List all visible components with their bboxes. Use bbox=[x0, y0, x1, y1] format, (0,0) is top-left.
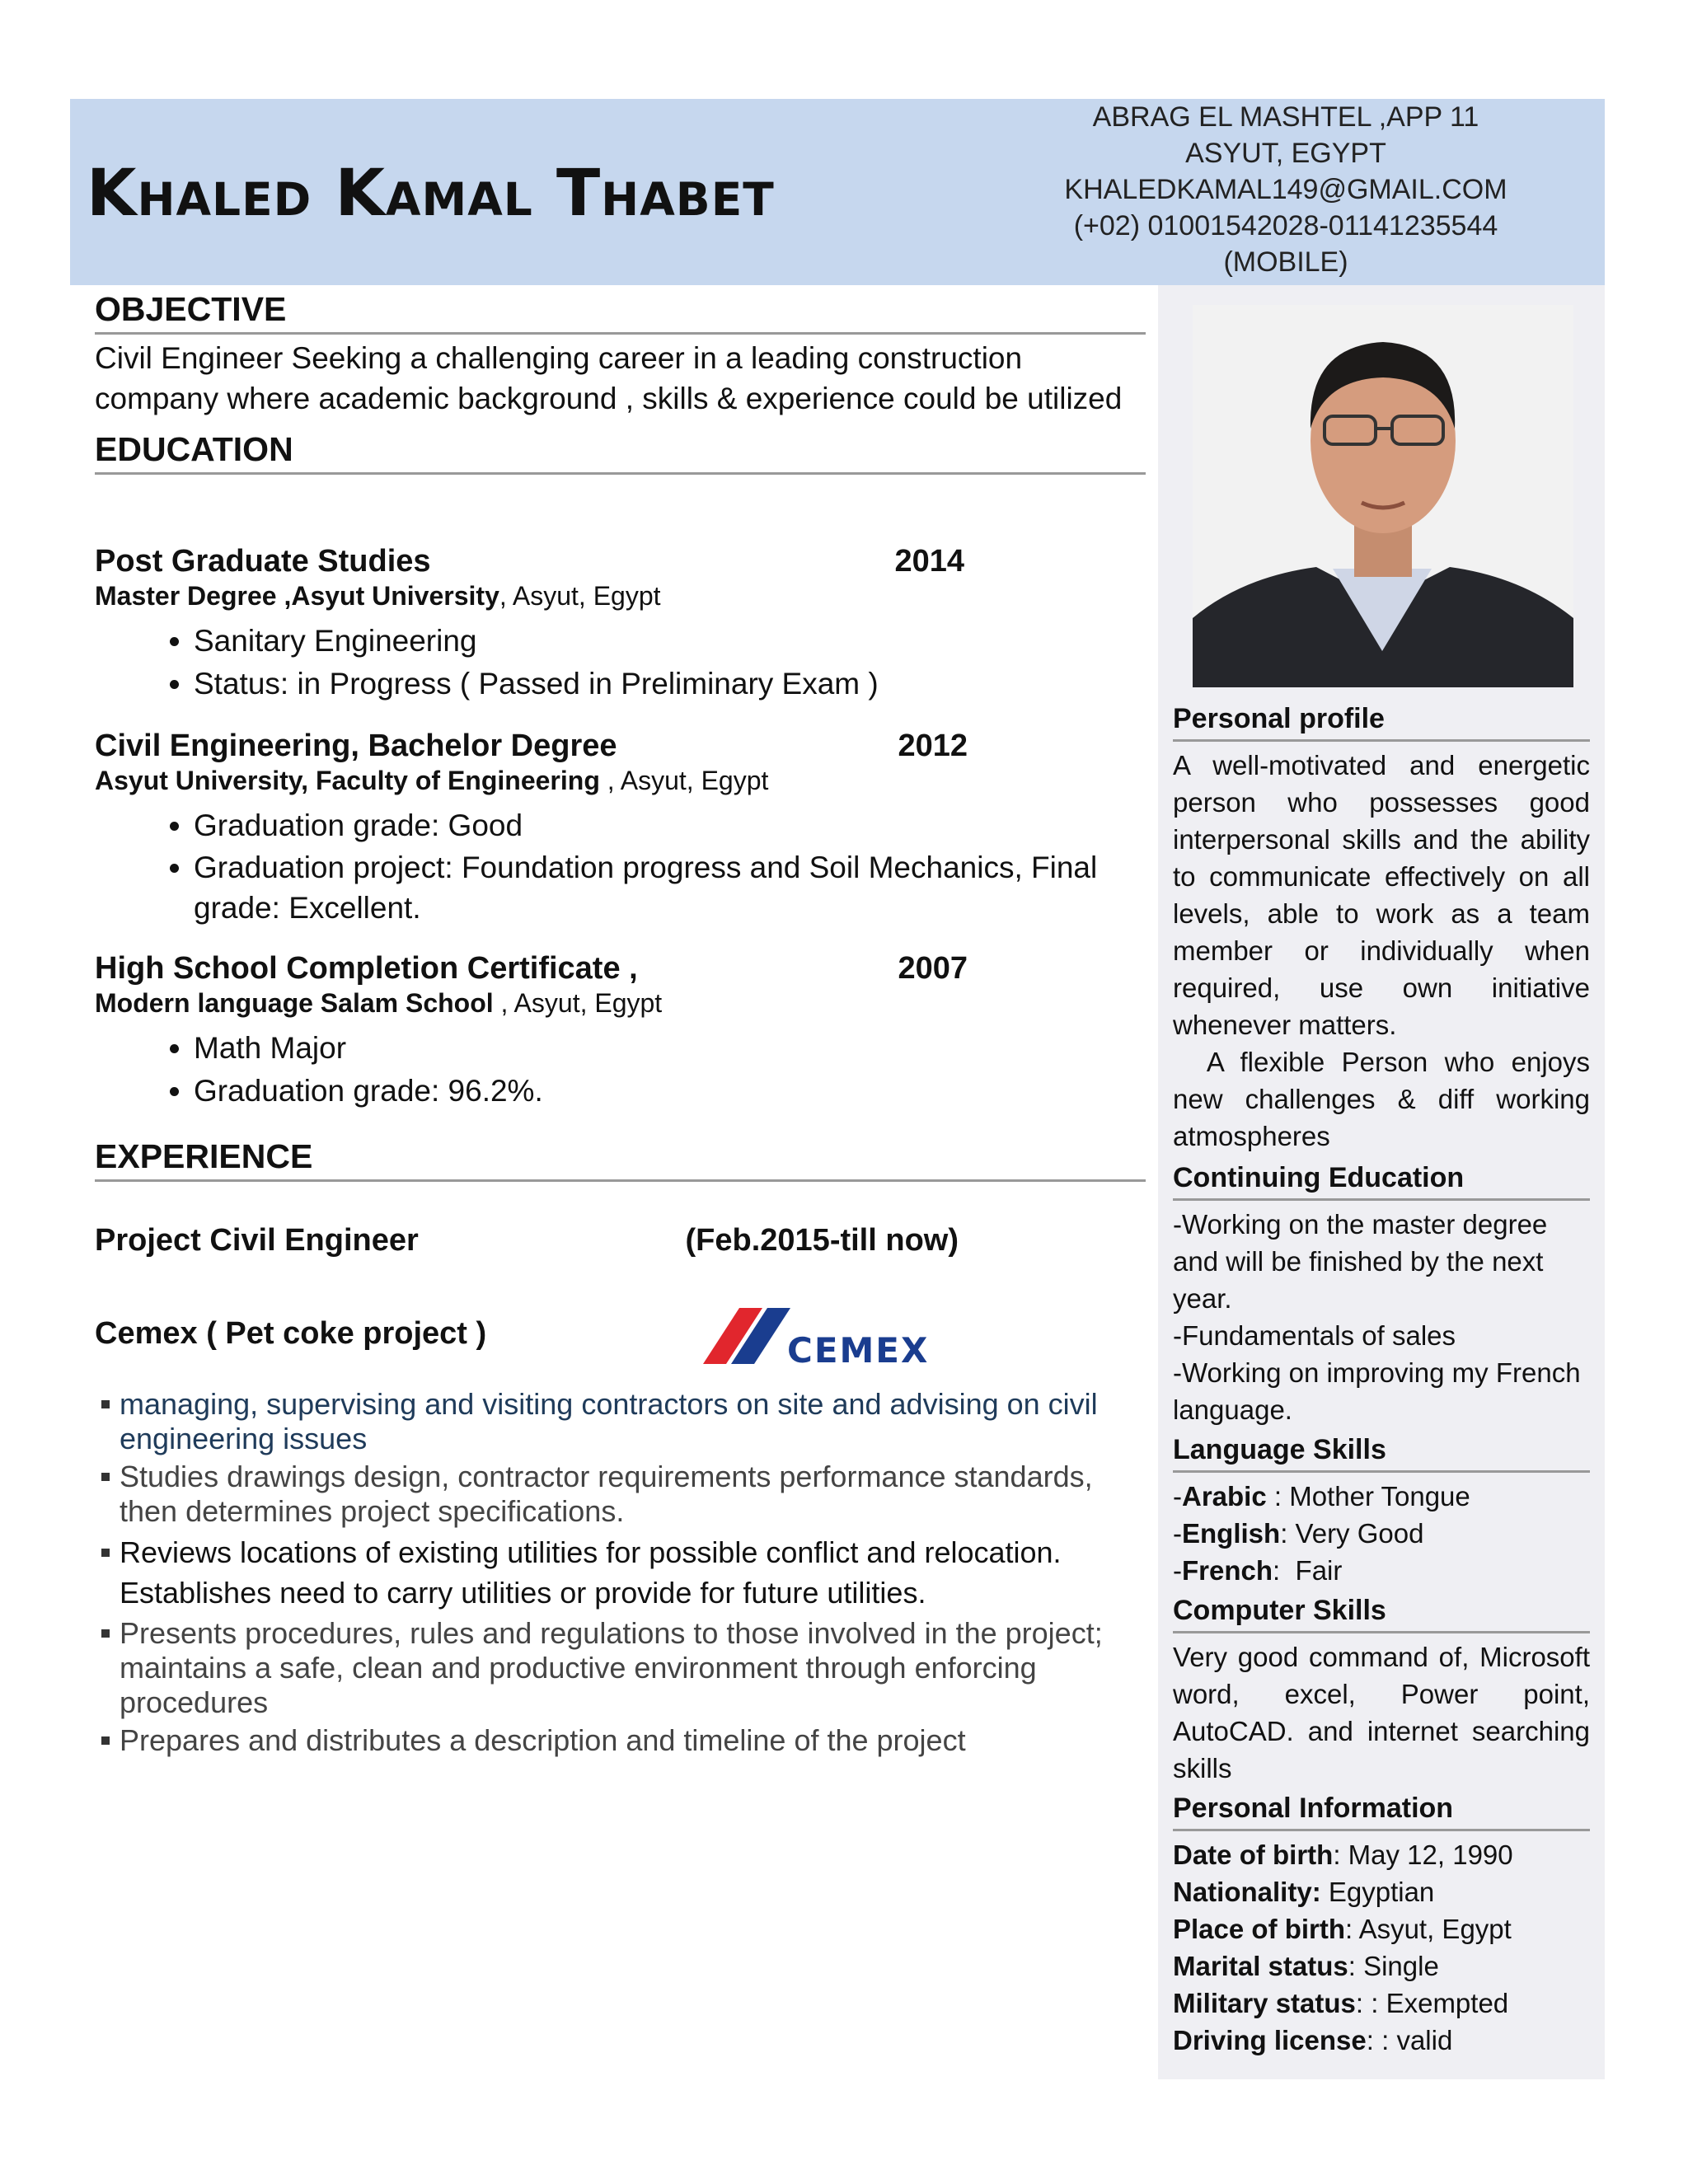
education-institution: Modern language Salam School bbox=[95, 988, 494, 1018]
experience-bullets bbox=[95, 1387, 1146, 1758]
experience-period: (Feb.2015-till now) bbox=[685, 1223, 959, 1258]
sidebar-content bbox=[1173, 697, 1598, 2059]
header-banner bbox=[70, 99, 1605, 285]
experience-role-row bbox=[95, 1223, 959, 1258]
education-location: , Asyut, Egypt bbox=[599, 766, 769, 795]
objective-heading: OBJECTIVE bbox=[95, 290, 1146, 335]
experience-company: Cemex ( Pet coke project ) bbox=[95, 1316, 487, 1351]
education-location: , Asyut, Egypt bbox=[493, 988, 663, 1018]
experience-bullet: Presents procedures, rules and regulations to those involved in the project; maintains a safe, clean and productive environment through enforcing procedures bbox=[95, 1616, 1146, 1720]
continuing-education-heading: Continuing Education bbox=[1173, 1160, 1590, 1201]
education-bullet: • Graduation project: Foundation progress and Soil Mechanics, Final grade: Excellent. bbox=[194, 847, 1146, 928]
language-heading: Language Skills bbox=[1173, 1432, 1590, 1473]
cemex-logo-text: CEMEX bbox=[787, 1330, 930, 1366]
education-heading: EDUCATION bbox=[95, 430, 1146, 475]
language-item: -English: Very Good bbox=[1173, 1518, 1424, 1549]
experience-role: Project Civil Engineer bbox=[95, 1223, 419, 1258]
address-line-2: ASYUT, EGYPT bbox=[1185, 138, 1386, 169]
continuing-item: -Working on improving my French language. bbox=[1173, 1357, 1581, 1425]
experience-heading: EXPERIENCE bbox=[95, 1137, 1146, 1182]
education-bullet: • Status: in Progress ( Passed in Preliminary Exam ) bbox=[194, 663, 1146, 705]
education-bullet: • Graduation grade: 96.2%. bbox=[194, 1070, 1146, 1113]
education-item bbox=[95, 544, 1146, 705]
company-row bbox=[95, 1308, 1146, 1366]
education-location: , Asyut, Egypt bbox=[499, 581, 661, 611]
profile-text: A well-motivated and energetic person who possesses good interpersonal skills and the ability to communicate effectively on all levels, able to work as a team member or individually when required, use own initiative whenever matters. bbox=[1173, 750, 1590, 1040]
address-line-1: ABRAG EL MASHTEL ,APP 11 bbox=[1092, 101, 1479, 133]
personal-info-heading: Personal Information bbox=[1173, 1790, 1590, 1831]
education-bullet: • Sanitary Engineering bbox=[194, 620, 1146, 663]
main-column bbox=[95, 285, 1146, 1761]
education-institution: Master Degree ,Asyut University bbox=[95, 581, 499, 611]
experience-bullet: Studies drawings design, contractor requirements performance standards, then determines project specifications. bbox=[95, 1460, 1146, 1529]
cemex-logo-icon bbox=[703, 1308, 959, 1366]
phone: (+02) 01001542028-01141235544 bbox=[1073, 210, 1498, 241]
education-year: 2007 bbox=[898, 951, 968, 986]
profile-heading: Personal profile bbox=[1173, 701, 1590, 742]
experience-bullet: Prepares and distributes a description and timeline of the project bbox=[95, 1723, 1146, 1758]
info-item: Nationality: Egyptian bbox=[1173, 1877, 1435, 1907]
education-year: 2012 bbox=[898, 729, 968, 763]
info-item: Place of birth: Asyut, Egypt bbox=[1173, 1914, 1512, 1944]
info-item: Driving license: : valid bbox=[1173, 2025, 1453, 2055]
info-item: Marital status: Single bbox=[1173, 1951, 1439, 1981]
education-bullet: • Math Major bbox=[194, 1027, 1146, 1070]
continuing-item: -Working on the master degree and will be finished by the next year. bbox=[1173, 1209, 1548, 1314]
info-item: Military status: : Exempted bbox=[1173, 1988, 1509, 2018]
education-item bbox=[95, 729, 1146, 928]
language-item: -Arabic : Mother Tongue bbox=[1173, 1481, 1470, 1511]
objective-text: Civil Engineer Seeking a challenging career in a leading construction company where academic background , skills & experience could be utilized bbox=[95, 341, 1123, 415]
cemex-logo bbox=[703, 1308, 959, 1366]
sidebar bbox=[1158, 285, 1605, 2079]
profile-photo bbox=[1193, 305, 1573, 687]
continuing-item: -Fundamentals of sales bbox=[1173, 1320, 1456, 1351]
contact-block bbox=[1043, 99, 1529, 280]
education-year: 2014 bbox=[894, 544, 964, 579]
info-item: Date of birth: May 12, 1990 bbox=[1173, 1840, 1513, 1870]
experience-bullet: managing, supervising and visiting contractors on site and advising on civil engineering issues bbox=[95, 1387, 1146, 1456]
education-title: Post Graduate Studies bbox=[95, 544, 431, 579]
email[interactable]: KHALEDKAMAL149@GMAIL.COM bbox=[1064, 174, 1507, 205]
phone-note: (MOBILE) bbox=[1223, 246, 1348, 278]
education-item bbox=[95, 951, 1146, 1113]
experience-bullet: Reviews locations of existing utilities for possible conflict and relocation. Establishes need to carry utilities or provide for future utilities. bbox=[95, 1532, 1146, 1613]
language-item: -French: Fair bbox=[1173, 1555, 1343, 1586]
computer-text: Very good command of, Microsoft word, excel, Power point, AutoCAD. and internet searching skills bbox=[1173, 1642, 1590, 1783]
education-bullet: • Graduation grade: Good bbox=[194, 804, 1146, 847]
profile-text-2: A flexible Person who enjoys new challenges & diff working atmospheres bbox=[1173, 1047, 1598, 1151]
computer-heading: Computer Skills bbox=[1173, 1592, 1590, 1633]
education-title: High School Completion Certificate , bbox=[95, 951, 638, 986]
education-title: Civil Engineering, Bachelor Degree bbox=[95, 729, 617, 763]
portrait-image bbox=[1193, 305, 1573, 687]
candidate-name: Khaled Kamal Thabet bbox=[87, 157, 775, 231]
education-institution: Asyut University, Faculty of Engineering bbox=[95, 766, 600, 795]
